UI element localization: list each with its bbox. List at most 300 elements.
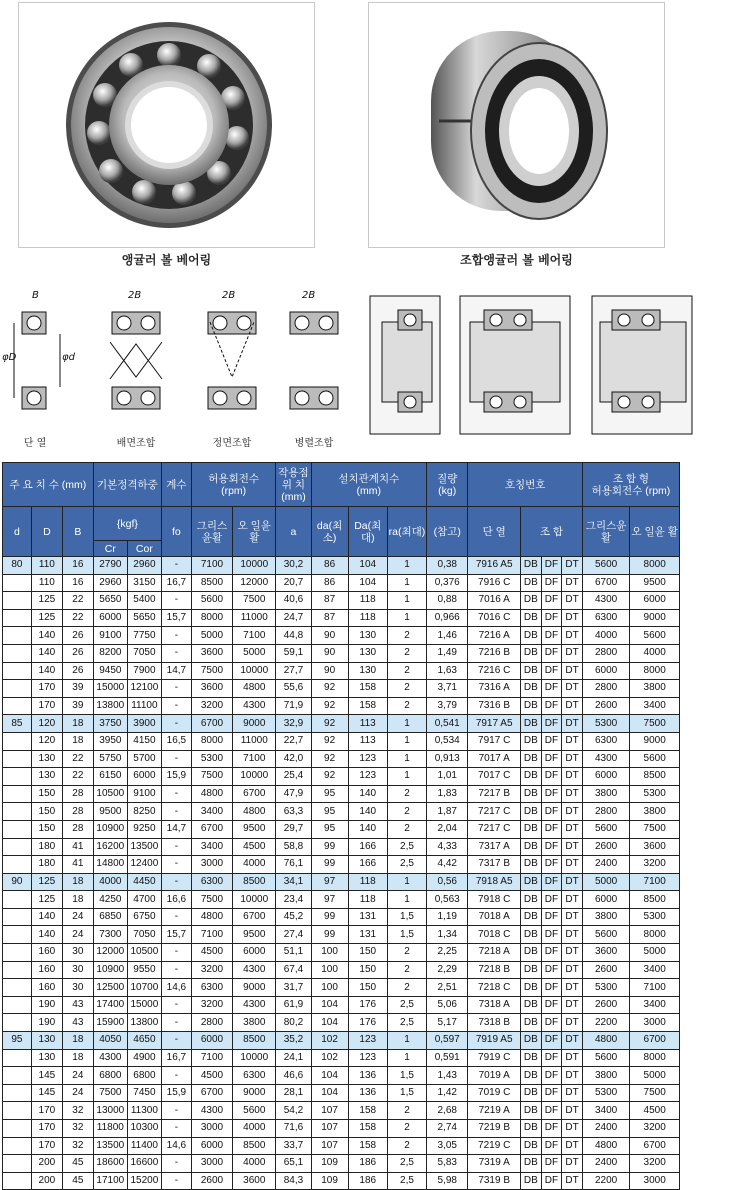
cell-a: 58,8 [276, 838, 311, 856]
cell-cor: 15200 [127, 1172, 161, 1190]
cell-da: 90 [311, 644, 348, 662]
cell-Da: 123 [348, 768, 387, 786]
cell-a: 55,6 [276, 680, 311, 698]
cell-cor: 7750 [127, 627, 161, 645]
cell-cor: 13500 [127, 838, 161, 856]
cell-combo-oil: 3800 [630, 680, 680, 698]
cell-db: DB [520, 750, 541, 768]
cell-da: 99 [311, 838, 348, 856]
cell-fo: - [161, 1067, 191, 1085]
cell-df: DF [541, 785, 562, 803]
cell-combo-grease: 5300 [582, 1084, 629, 1102]
cell-cr: 8200 [93, 644, 127, 662]
cell-combo-oil: 8000 [630, 1049, 680, 1067]
cell-B: 26 [62, 627, 93, 645]
table-row [3, 873, 680, 891]
cell-Da: 158 [348, 680, 387, 698]
cell-Da: 150 [348, 979, 387, 997]
cell-combo-grease: 2400 [582, 856, 629, 874]
svg-text:2B: 2B [222, 290, 236, 301]
cell-oil: 9500 [233, 926, 276, 944]
cell-mass: 2,29 [427, 961, 468, 979]
cell-grease: 3600 [191, 644, 232, 662]
hdr-combo-speed-sub: 허용회전수 (rpm) [591, 484, 671, 497]
cell-da: 87 [311, 592, 348, 610]
cell-da: 92 [311, 697, 348, 715]
cell-combo-grease: 3800 [582, 785, 629, 803]
table-row [3, 926, 680, 944]
cell-mass: 0,597 [427, 1032, 468, 1050]
cell-oil: 7100 [233, 627, 276, 645]
hdr-a: a [276, 507, 311, 557]
cell-ra: 1 [387, 873, 426, 891]
table-row [3, 1120, 680, 1138]
cell-fo: - [161, 838, 191, 856]
cell-df: DF [541, 680, 562, 698]
hdr-B: B [62, 507, 93, 557]
hdr-da: da(최소) [311, 507, 348, 557]
cell-dt: DT [562, 1155, 583, 1173]
cell-code: 7318 A [468, 996, 521, 1014]
cell-oil: 6700 [233, 785, 276, 803]
cell-Da: 118 [348, 891, 387, 909]
table-row [3, 820, 680, 838]
cell-df: DF [541, 944, 562, 962]
cell-d [3, 1014, 32, 1032]
cell-ra: 2,5 [387, 1014, 426, 1032]
cell-B: 43 [62, 1014, 93, 1032]
cell-oil: 3600 [233, 1172, 276, 1190]
cell-cor: 6800 [127, 1067, 161, 1085]
cell-D: 130 [31, 768, 62, 786]
cell-B: 39 [62, 697, 93, 715]
cell-a: 76,1 [276, 856, 311, 874]
cell-a: 63,3 [276, 803, 311, 821]
cell-da: 109 [311, 1155, 348, 1173]
cell-fo: - [161, 1102, 191, 1120]
cell-code: 7218 C [468, 979, 521, 997]
cell-mass: 2,25 [427, 944, 468, 962]
cell-mass: 1,63 [427, 662, 468, 680]
cell-mass: 2,04 [427, 820, 468, 838]
cell-da: 99 [311, 926, 348, 944]
label-face-to-face: 정면조합 [212, 438, 252, 449]
cell-grease: 8000 [191, 609, 232, 627]
cell-df: DF [541, 609, 562, 627]
cell-B: 22 [62, 609, 93, 627]
cell-d [3, 592, 32, 610]
cell-da: 102 [311, 1049, 348, 1067]
cell-a: 46,6 [276, 1067, 311, 1085]
cell-oil: 4300 [233, 961, 276, 979]
cell-mass: 1,34 [427, 926, 468, 944]
cell-mass: 0,534 [427, 732, 468, 750]
cell-grease: 7100 [191, 1049, 232, 1067]
cell-Da: 123 [348, 1049, 387, 1067]
cell-dt: DT [562, 1067, 583, 1085]
cell-B: 18 [62, 1032, 93, 1050]
cell-combo-grease: 4300 [582, 750, 629, 768]
cell-D: 125 [31, 609, 62, 627]
cell-code: 7318 B [468, 1014, 521, 1032]
cell-mass: 1,83 [427, 785, 468, 803]
hdr-combination: 조 합 [520, 507, 582, 557]
cell-cr: 9500 [93, 803, 127, 821]
hdr-basic-load: 기본정격하중 [93, 463, 161, 507]
cell-Da: 123 [348, 750, 387, 768]
cell-B: 24 [62, 908, 93, 926]
table-row [3, 1084, 680, 1102]
cell-fo: - [161, 908, 191, 926]
cell-cor: 7050 [127, 644, 161, 662]
cell-dt: DT [562, 838, 583, 856]
cell-mass: 0,541 [427, 715, 468, 733]
cell-combo-oil: 5600 [630, 750, 680, 768]
cell-df: DF [541, 820, 562, 838]
cell-oil: 4000 [233, 1120, 276, 1138]
cell-dt: DT [562, 1084, 583, 1102]
table-row [3, 732, 680, 750]
cell-fo: - [161, 592, 191, 610]
table-row [3, 1155, 680, 1173]
cell-d [3, 891, 32, 909]
cell-combo-oil: 6000 [630, 592, 680, 610]
cell-df: DF [541, 644, 562, 662]
cell-dt: DT [562, 732, 583, 750]
cell-combo-oil: 6700 [630, 1032, 680, 1050]
cell-df: DF [541, 1067, 562, 1085]
cell-grease: 3000 [191, 1155, 232, 1173]
cell-cor: 12100 [127, 680, 161, 698]
cell-combo-grease: 5300 [582, 715, 629, 733]
cell-a: 44,8 [276, 627, 311, 645]
cell-da: 107 [311, 1137, 348, 1155]
cell-cor: 8250 [127, 803, 161, 821]
cell-grease: 4500 [191, 1067, 232, 1085]
cell-D: 120 [31, 715, 62, 733]
cell-oil: 4000 [233, 856, 276, 874]
cell-fo: 16,7 [161, 1049, 191, 1067]
cell-db: DB [520, 1155, 541, 1173]
cell-combo-oil: 9500 [630, 574, 680, 592]
cell-combo-grease: 2800 [582, 803, 629, 821]
cell-db: DB [520, 838, 541, 856]
cell-dt: DT [562, 715, 583, 733]
cell-df: DF [541, 732, 562, 750]
table-row [3, 662, 680, 680]
cell-df: DF [541, 557, 562, 575]
cell-B: 28 [62, 820, 93, 838]
cell-db: DB [520, 1102, 541, 1120]
cell-cor: 12400 [127, 856, 161, 874]
cell-grease: 3400 [191, 803, 232, 821]
cell-code: 7217 C [468, 820, 521, 838]
cell-df: DF [541, 1014, 562, 1032]
cell-d [3, 926, 32, 944]
cell-df: DF [541, 715, 562, 733]
cell-cr: 3950 [93, 732, 127, 750]
cell-Da: 176 [348, 1014, 387, 1032]
cell-D: 170 [31, 1120, 62, 1138]
cell-d [3, 697, 32, 715]
cell-d [3, 1049, 32, 1067]
cell-combo-grease: 6000 [582, 662, 629, 680]
bearing-section-drawings [0, 282, 750, 452]
cell-dt: DT [562, 662, 583, 680]
section-diagrams [0, 282, 750, 452]
hdr-combo-speed [582, 463, 679, 507]
cell-cor: 5700 [127, 750, 161, 768]
cell-d [3, 680, 32, 698]
cell-fo: 14,7 [161, 820, 191, 838]
cell-combo-oil: 4500 [630, 1102, 680, 1120]
cell-combo-grease: 2800 [582, 680, 629, 698]
cell-code: 7919 A5 [468, 1032, 521, 1050]
cell-Da: 176 [348, 996, 387, 1014]
table-row [3, 1102, 680, 1120]
cell-ra: 2 [387, 1120, 426, 1138]
cell-db: DB [520, 574, 541, 592]
cell-fo: - [161, 644, 191, 662]
cell-df: DF [541, 996, 562, 1014]
cell-d: 85 [3, 715, 32, 733]
label-back-to-back: 배면조합 [116, 438, 156, 449]
cell-cr: 17100 [93, 1172, 127, 1190]
cell-df: DF [541, 592, 562, 610]
cell-combo-oil: 9000 [630, 732, 680, 750]
cell-code: 7017 A [468, 750, 521, 768]
cell-combo-oil: 8500 [630, 891, 680, 909]
cell-da: 104 [311, 1084, 348, 1102]
cell-ra: 1 [387, 715, 426, 733]
cell-cor: 4450 [127, 873, 161, 891]
cell-Da: 186 [348, 1155, 387, 1173]
cell-dt: DT [562, 926, 583, 944]
cell-B: 28 [62, 785, 93, 803]
cell-code: 7018 A [468, 908, 521, 926]
cell-dt: DT [562, 996, 583, 1014]
cell-fo: - [161, 750, 191, 768]
cell-code: 7218 B [468, 961, 521, 979]
cell-oil: 4300 [233, 996, 276, 1014]
table-row [3, 574, 680, 592]
cell-a: 67,4 [276, 961, 311, 979]
cell-d [3, 803, 32, 821]
cell-code: 7316 A [468, 680, 521, 698]
hdr-d: d [3, 507, 32, 557]
cell-code: 7019 C [468, 1084, 521, 1102]
cell-d: 90 [3, 873, 32, 891]
cell-db: DB [520, 715, 541, 733]
cell-grease: 6700 [191, 715, 232, 733]
table-row [3, 750, 680, 768]
cell-combo-grease: 3800 [582, 1067, 629, 1085]
cell-code: 7019 A [468, 1067, 521, 1085]
table-row [3, 803, 680, 821]
cell-grease: 7500 [191, 662, 232, 680]
cell-d [3, 856, 32, 874]
cell-D: 145 [31, 1067, 62, 1085]
cell-D: 160 [31, 961, 62, 979]
cell-Da: 158 [348, 697, 387, 715]
cell-code: 7317 B [468, 856, 521, 874]
cell-B: 24 [62, 1084, 93, 1102]
hdr-mount-unit: (mm) [356, 484, 382, 497]
cell-db: DB [520, 803, 541, 821]
cell-D: 170 [31, 680, 62, 698]
table-row [3, 557, 680, 575]
cell-B: 16 [62, 557, 93, 575]
cell-mass: 1,43 [427, 1067, 468, 1085]
cell-B: 30 [62, 979, 93, 997]
cell-a: 20,7 [276, 574, 311, 592]
cell-cr: 18600 [93, 1155, 127, 1173]
svg-text:2B: 2B [128, 290, 142, 301]
cell-combo-grease: 6000 [582, 891, 629, 909]
cell-ra: 1 [387, 557, 426, 575]
cell-combo-grease: 2200 [582, 1172, 629, 1190]
cell-da: 92 [311, 750, 348, 768]
cell-fo: 14,6 [161, 979, 191, 997]
cell-mass: 0,591 [427, 1049, 468, 1067]
cell-fo: - [161, 627, 191, 645]
cell-db: DB [520, 856, 541, 874]
cell-dt: DT [562, 961, 583, 979]
cell-d [3, 1067, 32, 1085]
cell-cor: 9250 [127, 820, 161, 838]
cell-D: 140 [31, 627, 62, 645]
hdr-factor: 계수 [161, 463, 191, 507]
cell-a: 29,7 [276, 820, 311, 838]
cell-combo-oil: 7100 [630, 979, 680, 997]
cell-combo-oil: 5000 [630, 944, 680, 962]
cell-ra: 2 [387, 1102, 426, 1120]
cell-mass: 1,49 [427, 644, 468, 662]
cell-fo: - [161, 1014, 191, 1032]
cell-combo-grease: 6300 [582, 732, 629, 750]
cell-a: 65,1 [276, 1155, 311, 1173]
cell-db: DB [520, 1084, 541, 1102]
cell-code: 7917 A5 [468, 715, 521, 733]
cell-code: 7016 C [468, 609, 521, 627]
cell-df: DF [541, 979, 562, 997]
cell-combo-grease: 5600 [582, 926, 629, 944]
cell-cr: 13800 [93, 697, 127, 715]
cell-D: 130 [31, 1032, 62, 1050]
cell-B: 41 [62, 856, 93, 874]
cell-df: DF [541, 768, 562, 786]
cell-mass: 0,563 [427, 891, 468, 909]
cell-Da: 123 [348, 1032, 387, 1050]
bearing-spec-table [2, 462, 680, 1190]
svg-text:φd: φd [62, 352, 75, 363]
cell-dt: DT [562, 680, 583, 698]
table-row [3, 944, 680, 962]
cell-cor: 3900 [127, 715, 161, 733]
cell-B: 45 [62, 1172, 93, 1190]
cell-Da: 130 [348, 644, 387, 662]
cell-B: 18 [62, 732, 93, 750]
cell-da: 104 [311, 1014, 348, 1032]
cell-B: 24 [62, 1067, 93, 1085]
cell-combo-oil: 3800 [630, 803, 680, 821]
cell-ra: 1 [387, 1049, 426, 1067]
cell-D: 180 [31, 856, 62, 874]
cell-D: 170 [31, 697, 62, 715]
cell-fo: - [161, 803, 191, 821]
cell-oil: 6700 [233, 908, 276, 926]
cell-a: 84,3 [276, 1172, 311, 1190]
cell-db: DB [520, 697, 541, 715]
cell-grease: 3600 [191, 680, 232, 698]
cell-ra: 2 [387, 662, 426, 680]
svg-text:φD: φD [2, 352, 17, 363]
cell-B: 28 [62, 803, 93, 821]
cell-ra: 2,5 [387, 996, 426, 1014]
cell-cr: 6850 [93, 908, 127, 926]
cell-da: 90 [311, 627, 348, 645]
cell-cr: 13000 [93, 1102, 127, 1120]
table-row [3, 1014, 680, 1032]
cell-oil: 4800 [233, 680, 276, 698]
cell-fo: 14,6 [161, 1137, 191, 1155]
cell-fo: - [161, 680, 191, 698]
cell-B: 22 [62, 768, 93, 786]
cell-da: 107 [311, 1120, 348, 1138]
cell-combo-oil: 8500 [630, 768, 680, 786]
cell-D: 150 [31, 820, 62, 838]
cell-dt: DT [562, 820, 583, 838]
cell-fo: - [161, 1120, 191, 1138]
cell-combo-oil: 7500 [630, 1084, 680, 1102]
cell-code: 7017 C [468, 768, 521, 786]
cell-da: 109 [311, 1172, 348, 1190]
cell-Da: 118 [348, 592, 387, 610]
cell-combo-grease: 6000 [582, 768, 629, 786]
cell-B: 30 [62, 944, 93, 962]
cell-cr: 10900 [93, 961, 127, 979]
cell-oil: 10000 [233, 557, 276, 575]
cell-combo-oil: 3400 [630, 961, 680, 979]
cell-ra: 2 [387, 785, 426, 803]
cell-combo-oil: 8000 [630, 926, 680, 944]
cell-cor: 6000 [127, 768, 161, 786]
cell-a: 27,4 [276, 926, 311, 944]
cell-fo: - [161, 697, 191, 715]
cell-a: 47,9 [276, 785, 311, 803]
cell-grease: 3400 [191, 838, 232, 856]
cell-mass: 0,56 [427, 873, 468, 891]
cell-d [3, 1155, 32, 1173]
cell-combo-oil: 5000 [630, 1067, 680, 1085]
cell-cor: 13800 [127, 1014, 161, 1032]
cell-oil: 4000 [233, 1155, 276, 1173]
cell-ra: 2,5 [387, 1155, 426, 1173]
cell-a: 28,1 [276, 1084, 311, 1102]
cell-D: 150 [31, 785, 62, 803]
cell-oil: 8500 [233, 873, 276, 891]
cell-ra: 2 [387, 1137, 426, 1155]
cell-a: 51,1 [276, 944, 311, 962]
cell-Da: 158 [348, 1137, 387, 1155]
cell-D: 200 [31, 1172, 62, 1190]
cell-fo: - [161, 715, 191, 733]
cell-B: 18 [62, 891, 93, 909]
hdr-fo: fo [161, 507, 191, 557]
cell-B: 32 [62, 1137, 93, 1155]
cell-code: 7317 A [468, 838, 521, 856]
cell-Da: 130 [348, 662, 387, 680]
